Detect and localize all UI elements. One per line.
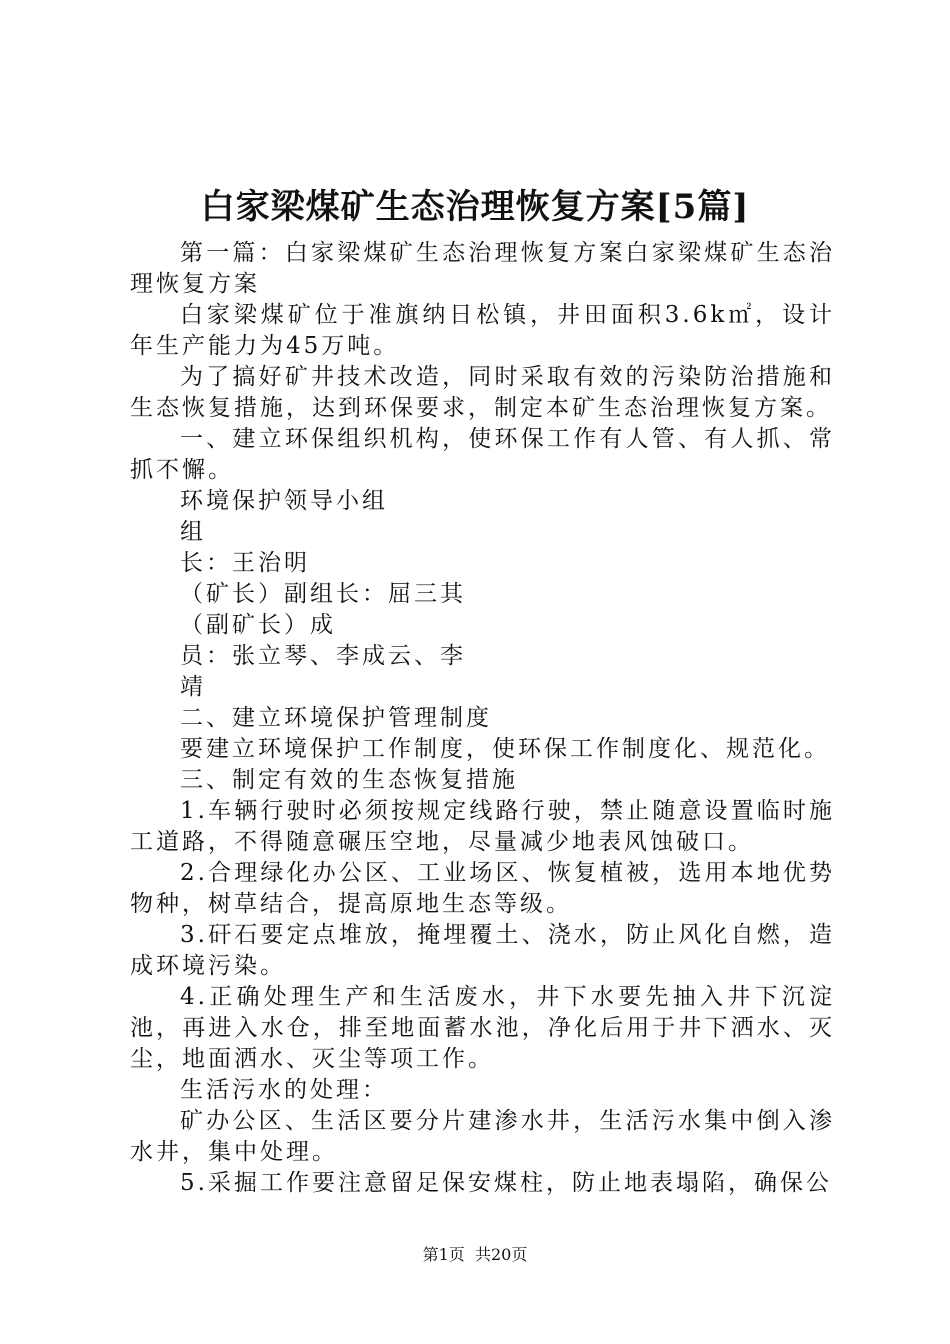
page-number: 第1页 [422, 1245, 465, 1264]
paragraph-mine-location: 白家梁煤矿位于准旗纳日松镇，井田面积3.6k㎡，设计年生产能力为45万吨。 [130, 302, 835, 359]
paragraph-leadership-group: 环境保护领导小组 [180, 488, 388, 514]
page-footer [0, 1244, 950, 1266]
document-title: 白家梁煤矿生态治理恢复方案[5篇] [200, 187, 750, 227]
paragraph-member-last: 靖 [180, 674, 206, 700]
paragraph-section-three: 三、制定有效的生态恢复措施 [180, 767, 518, 793]
paragraph-measure-1: 1.车辆行驶时必须按规定线路行驶，禁止随意设置临时施工道路，不得随意碾压空地，尽量减少地表风蚀破口。 [130, 798, 835, 855]
paragraph-section-one: 一、建立环保组织机构，使环保工作有人管、有人抓、常抓不懈。 [130, 426, 835, 483]
paragraph-measure-3: 3.矸石要定点堆放，掩埋覆土、浇水，防止风化自燃，造成环境污染。 [130, 922, 835, 979]
paragraph-sewage-treatment: 矿办公区、生活区要分片建渗水井，生活污水集中倒入渗水井，集中处理。 [130, 1108, 835, 1165]
paragraph-purpose: 为了搞好矿井技术改造，同时采取有效的污染防治措施和生态恢复措施，达到环保要求，制定本矿生态治理恢复方案。 [130, 364, 835, 421]
paragraph-member-label: （副矿长）成 [180, 612, 336, 638]
paragraph-members: 员：张立琴、李成云、李 [180, 643, 466, 669]
paragraph-sewage-heading: 生活污水的处理： [180, 1077, 388, 1103]
page-total: 共20页 [474, 1245, 528, 1264]
paragraph-measure-2: 2.合理绿化办公区、工业场区、恢复植被，选用本地优势物种，树草结合，提高原地生态等级。 [130, 860, 835, 917]
paragraph-management-system: 要建立环境保护工作制度，使环保工作制度化、规范化。 [180, 736, 830, 762]
paragraph-measure-4: 4.正确处理生产和生活废水，井下水要先抽入井下沉淀池，再进入水仓，排至地面蓄水池，净化后用于井下洒水、灭尘，地面洒水、灭尘等项工作。 [130, 984, 835, 1072]
paragraph-section-two: 二、建立环境保护管理制度 [180, 705, 492, 731]
footer-spacer [465, 1245, 475, 1264]
document-body [130, 238, 835, 1199]
paragraph-deputy-leader: （矿长）副组长：屈三其 [180, 581, 466, 607]
paragraph-group-leader: 长：王治明 [180, 550, 310, 576]
paragraph-part-one-heading: 第一篇：白家梁煤矿生态治理恢复方案白家梁煤矿生态治理恢复方案 [130, 240, 835, 297]
paragraph-measure-5: 5.采掘工作要注意留足保安煤柱，防止地表塌陷，确保公 [180, 1170, 832, 1196]
paragraph-group: 组 [180, 519, 206, 545]
